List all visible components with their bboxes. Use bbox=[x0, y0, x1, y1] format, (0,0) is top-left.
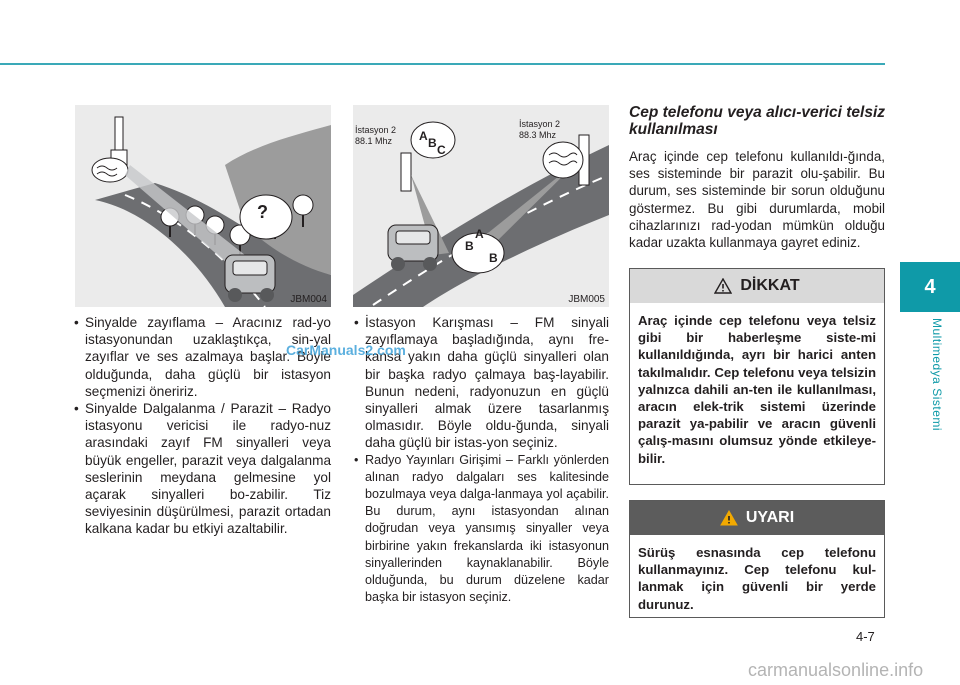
illustration-signal-fading bbox=[75, 105, 331, 307]
warning-text: Sürüş esnasında cep telefonu kullanmayınız. Cep telefonu kul-lanmak için güvenli bir yerde durunuz. bbox=[638, 545, 876, 612]
warning-triangle-icon bbox=[720, 510, 738, 526]
section-title: Cep telefonu veya alıcı-verici telsiz kullanılması bbox=[629, 104, 885, 138]
warning-heading: UYARI bbox=[745, 509, 795, 526]
bullet-station-interference: • İstasyon Karışması – FM sinyali zayıflamaya başladığında, aynı fre-kansa yakın daha güçlü sinyalleri olan bir başka radyo çalmaya baş-layabilir. Bunun nedeni, radyonuzun en güçlü sinyalleri almak üzere tasarlanmış olmasıdır. Böyle oldu-ğunda, sinyali daha güçlü bir istas-yon seçiniz. bbox=[353, 314, 609, 452]
letter-a-top: A bbox=[419, 129, 428, 143]
figure-code: JBM004 bbox=[290, 294, 327, 305]
letter-b-top: B bbox=[428, 136, 437, 150]
caution-heading: DİKKAT bbox=[740, 277, 800, 294]
bullet-multipath: • Radyo Yayınları Girişimi – Farklı yönlerden alınan radyo dalgaları ses kalitesinde bozulmaya veya dalga-lanmaya yol açabilir. Bu durum, aynı istasyondan alınan doğrudan veya yansımış sinyaller veya birbirine yakın frekanslarda iki istasyonun sinyallerinden kaynaklanabilir. Böyle olduğunda, bu durum düzelene kadar başka bir istasyon seçiniz. bbox=[353, 452, 609, 607]
caution-triangle-icon bbox=[714, 278, 732, 294]
caution-header bbox=[630, 269, 884, 303]
letter-b-car: B bbox=[465, 239, 474, 253]
station-label-right: İstasyon 2 88.3 Mhz bbox=[519, 119, 561, 140]
section-body: Araç içinde cep telefonu kullanıldı-ğında, ses sisteminde bir parazit olu-şabilir. Bu durum, ses sisteminde bir sorun olduğunu göstermez. Bu gibi durumlarda, mobil cihazlarınızı rad-yodan mümkün olduğu kadar uzakta kullanmaya gayret ediniz. bbox=[629, 149, 885, 251]
caution-text: Araç içinde cep telefonu veya telsiz gibi bir haberleşme siste-mi kullanıldığında, ayrı bir harici anten takılmalıdır. Cep telefonu veya telsizin yalnızca dahili an-ten ile kullanılması, aracın elek-trik sistemi üzerinde parazit ya-pabilir ve aracın güvenli çalış-masını olumsuz yönde etkileye-bilir. bbox=[638, 313, 876, 466]
figure-signal-fading bbox=[75, 105, 331, 307]
bullet-signal-flutter: • Sinyalde Dalgalanma / Parazit – Radyo istasyonu vericisi ile radyo-nuz arasındaki zayıf FM sinyalleri veya büyük engeller, parazit veya dalgalanma seslerinin meydana gelmesine yol açarak sinyalleri bo-zabilir. Tiz seviyesinin düşürülmesi, parazit ortadan kalkana kadar bu etkiyi azaltabilir. bbox=[73, 400, 331, 538]
station-label-left: İstasyon 2 88.1 Mhz bbox=[355, 125, 397, 146]
page-number: 4-7 bbox=[856, 629, 875, 644]
watermark-footer: carmanualsonline.info bbox=[748, 660, 924, 680]
letter-a-car: A bbox=[475, 227, 484, 241]
figure-station-interference bbox=[353, 105, 609, 307]
caution-box bbox=[629, 268, 885, 485]
warning-box bbox=[629, 500, 885, 618]
chapter-title: Multimedya Sistemi bbox=[930, 318, 944, 432]
watermark-overlay: CarManuals2.com bbox=[286, 342, 406, 358]
header-rule bbox=[0, 63, 885, 65]
warning-header bbox=[630, 501, 884, 535]
letter-b2-car: B bbox=[489, 251, 498, 265]
chapter-tab: 4 bbox=[900, 262, 960, 312]
figure-code: JBM005 bbox=[568, 294, 605, 305]
letter-c-top: C bbox=[437, 143, 446, 157]
right-column bbox=[629, 104, 885, 251]
question-mark: ? bbox=[257, 202, 268, 222]
bullet-signal-fading: • Sinyalde zayıflama – Aracınız rad-yo istasyonundan uzaklaştıkça, sin-yal zayıflar ve ses azalmaya başlar. Böyle olduğunda, daha güçlü bir istasyon seçmenizi öneririz. bbox=[73, 314, 331, 400]
